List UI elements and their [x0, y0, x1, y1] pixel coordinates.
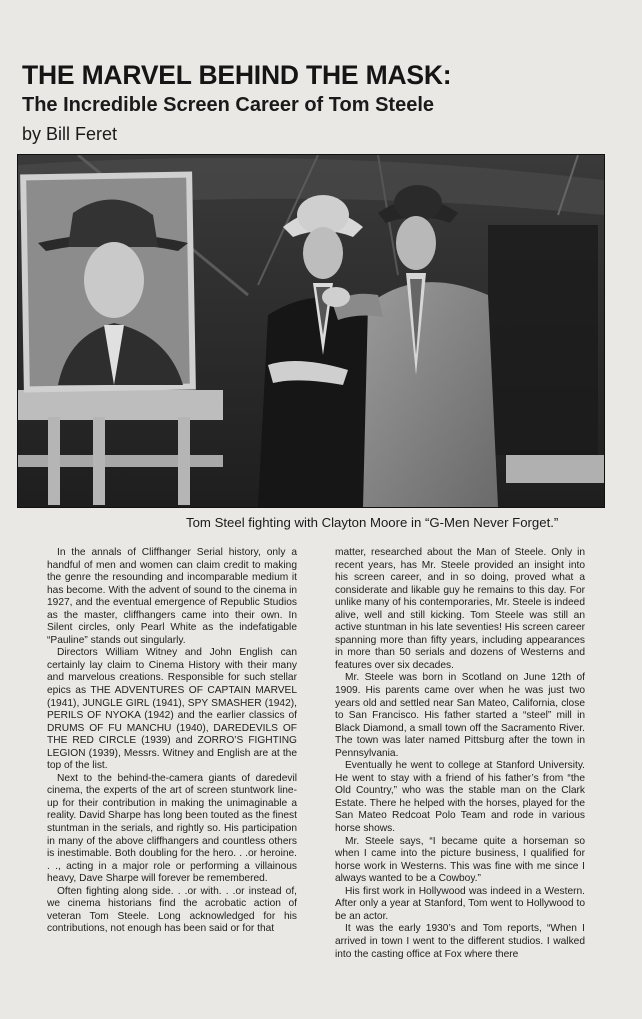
author-byline: by Bill Feret: [22, 124, 118, 144]
paragraph: His first work in Hollywood was indeed in a Western. After only a year at Stanford, Tom went to Hollywood to be an actor.: [335, 885, 585, 922]
paragraph: Eventually he went to college at Stanford University. He went to stay with a friend of his father’s from “the Old Country,” who was the stable man on the Clark Estate. There he helped with the horses, played for the San Mateo Redcoat Polo Team and rode in various horse shows.: [335, 760, 585, 835]
paragraph: Next to the behind-the-camera giants of daredevil cinema, the experts of the art of screen stuntwork line-up for their contribution in making the unimaginable a reality. David Sharpe has long been touted as the finest stuntman in the serials, and rightly so. His participation in many of the above cliffhangers and countless others is inestimable. Both doubling for the hero. . .or heroine. . ., acting in a major role or performing a villainous heavy, Dave Sharpe will forever be remembered.: [47, 772, 297, 885]
article-column-right: [335, 547, 585, 961]
paragraph: matter, researched about the Man of Steele. Only in recent years, has Mr. Steele provided an insight into his screen career, and in so doing, proved what a considerate and likable guy he remains to this day. For unlike many of his contemporaries, Mr. Steele is indeed alive, well and still kicking. Tom Steele was still an active stuntman in his late seventies! His screen career spanning more than fifty years, including appearances in more than 50 serials and dozens of Westerns and features over six decades.: [335, 547, 585, 671]
article-photo: [17, 154, 605, 508]
article-subtitle: The Incredible Screen Career of Tom Steele: [22, 94, 434, 116]
paragraph: Often fighting along side. . .or with. . .or instead of, we cinema historians find the acrobatic action of veteran Tom Steele. Long acknowledged for his contributions, not enough has been said or for that: [47, 885, 297, 935]
paragraph: It was the early 1930’s and Tom reports, “When I arrived in town I went to the different studios. I walked into the casting office at Fox where there: [335, 923, 585, 960]
paragraph: Mr. Steele was born in Scotland on June 12th of 1909. His parents came over when he was just two years old and settled near San Mateo, California, close to San Francisco. His father started a “steel” mill in Black Diamond, a small town off the Sacramento River. The town was later named Pittsburg after the town in Pennsylvania.: [335, 672, 585, 759]
paragraph: Mr. Steele says, “I became quite a horseman so when I came into the picture business, I qualified for horse work in Westerns. This was fine with me since I always wanted to be a Cowboy.”: [335, 835, 585, 885]
paragraph: Directors William Witney and John English can certainly lay claim to Cinema History with their many and marvelous creations. Responsible for such stellar epics as THE ADVENTURES OF CAPTAIN MARVEL (1941), JUNGLE GIRL (1941), SPY SMASHER (1942), PERILS OF NYOKA (1942) and the earlier classics of DRUMS OF FU MANCHU (1940), DAREDEVILS OF THE RED CIRCLE (1939) and ZORRO’S FIGHTING LEGION (1939), Messrs. Witney and English are at the top of the list.: [47, 647, 297, 772]
article-title: THE MARVEL BEHIND THE MASK:: [22, 60, 452, 90]
photo-caption: Tom Steel fighting with Clayton Moore in “G-Men Never Forget.”: [186, 515, 559, 530]
article-column-left: [47, 547, 297, 936]
paragraph: In the annals of Cliffhanger Serial history, only a handful of men and women can claim credit to making the genre the resounding and incomparable medium it has become. With the advent of sound to the cinema in 1927, and the eventual emergence of Republic Studios as the master, cliffhangers came into their own. In Silent circles, only Pearl White as the indefatigable “Pauline” stands out singularly.: [47, 547, 297, 646]
